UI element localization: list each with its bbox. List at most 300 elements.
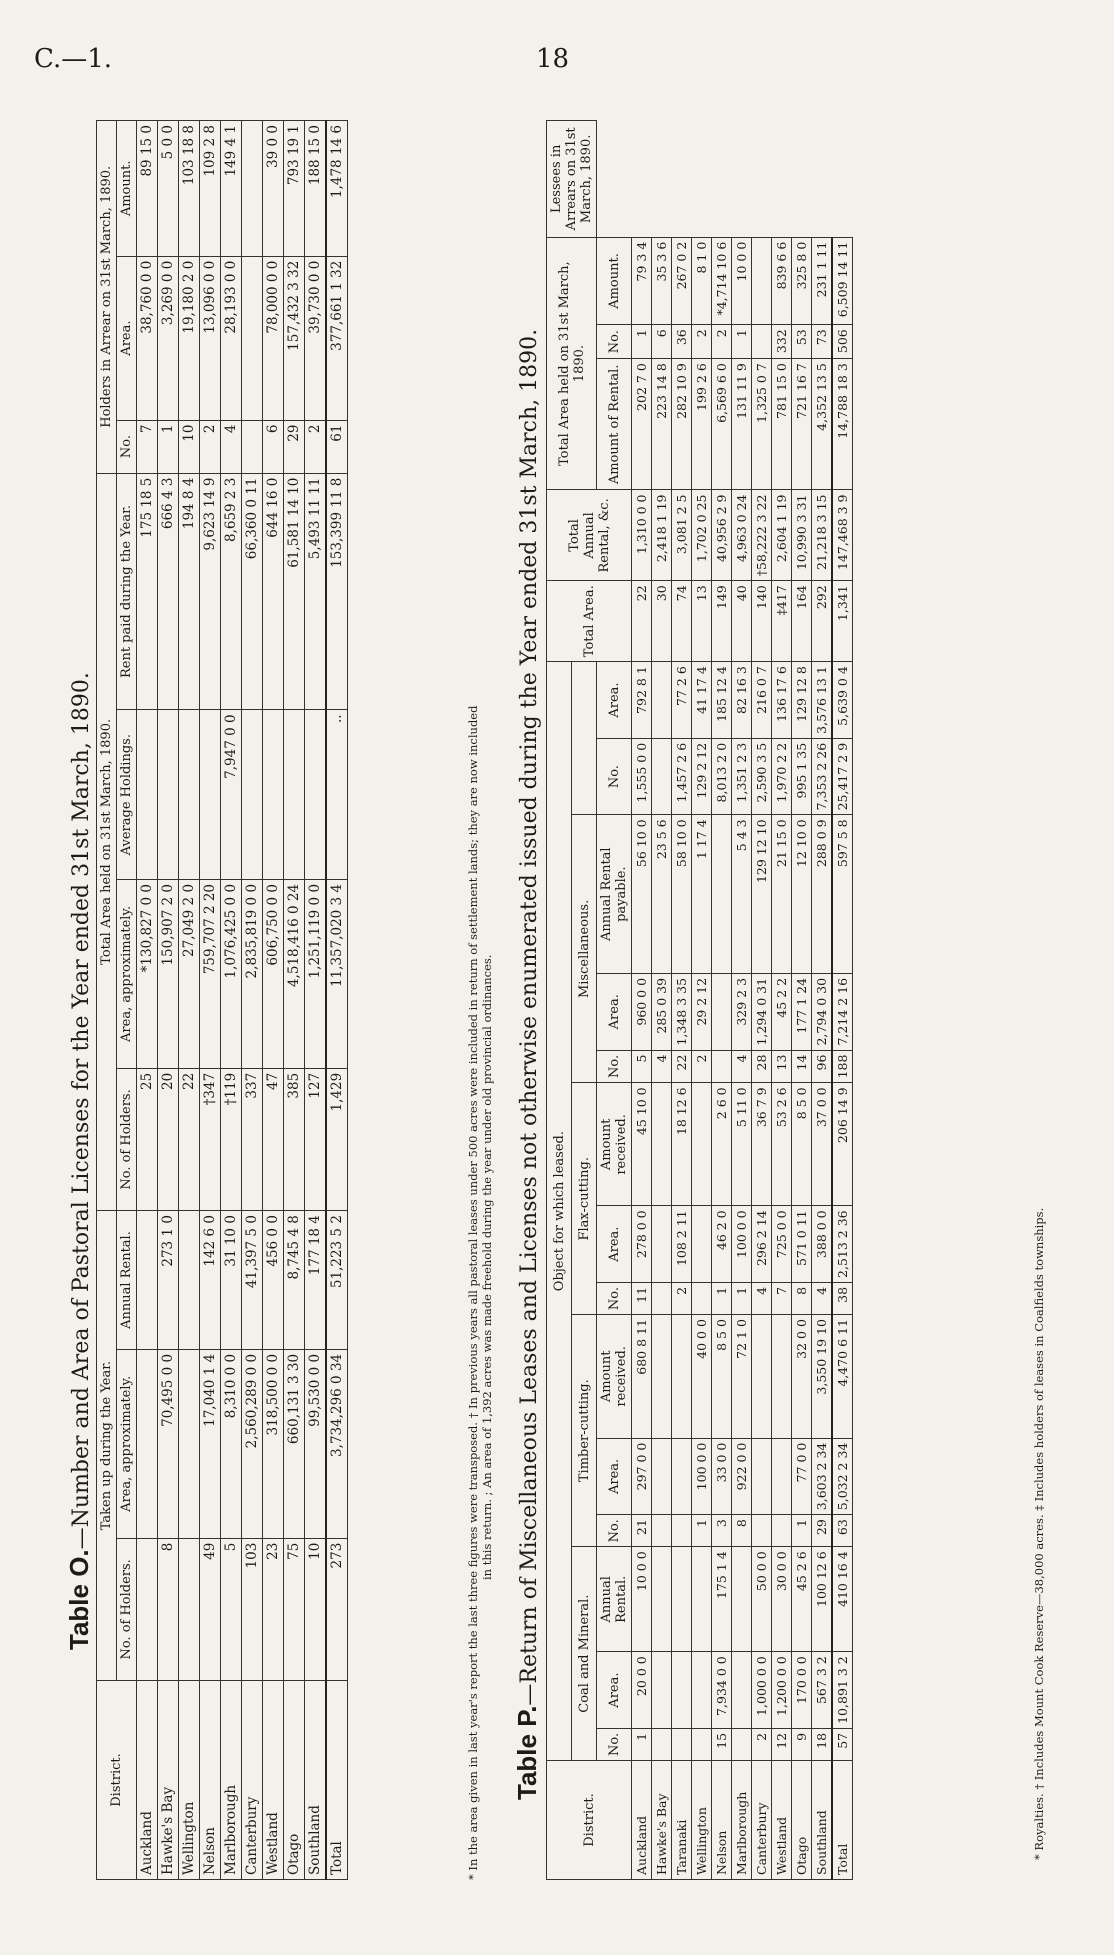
o-cell-th-no: 47: [263, 1068, 284, 1210]
p-row: [792, 121, 812, 1880]
p-col-held-no: No.: [597, 738, 632, 815]
p-row: [672, 121, 692, 1880]
p-cell-t-amt: [652, 1315, 672, 1439]
p-cell-f-amt: [692, 1083, 712, 1206]
p-cell-t-area: 5,032 2 34: [832, 1438, 853, 1515]
col-ar-area: Area.: [117, 256, 137, 420]
p-cell-t-area: [652, 1438, 672, 1515]
o-cell-tu-rental: [137, 1211, 158, 1350]
p-cell-m-no: 188: [832, 1050, 853, 1083]
p-cell-m-no: 96: [812, 1050, 833, 1083]
p-cell-t-amt: 680 8 11: [632, 1315, 652, 1439]
p-cell-c-area: 170 0 0: [792, 1652, 812, 1729]
o-cell-avg: [263, 710, 284, 880]
p-col-coal-rental: Annual Rental.: [597, 1547, 632, 1652]
o-cell-tu-rental: 8,745 4 8: [284, 1211, 305, 1350]
p-cell-m-no: 4: [732, 1050, 752, 1083]
p-col-misc-no: No.: [597, 1050, 632, 1083]
p-cell-f-amt: 53 2 6: [772, 1083, 792, 1206]
o-cell-ar-area: 28,193 0 0: [221, 256, 242, 420]
p-cell-f-area: 296 2 14: [752, 1206, 772, 1283]
o-cell-th-area: 1,251,119 0 0: [305, 879, 327, 1068]
o-cell-ar-no: 2: [305, 420, 327, 473]
o-cell-th-area: 11,357,020 3 4: [326, 879, 348, 1068]
p-cell-m-no: 13: [772, 1050, 792, 1083]
p-cell-m-area: 45 2 2: [772, 973, 792, 1050]
p-row: [632, 121, 652, 1880]
o-cell-tu-area: 17,040 1 4: [200, 1349, 221, 1538]
p-col-total-area: Total Area.: [547, 581, 632, 662]
p-cell-a-amt: *4,714 10 6: [712, 237, 732, 325]
p-cell-t-no: 3: [712, 1515, 732, 1547]
p-cell-f-amt: 5 11 0: [732, 1083, 752, 1206]
p-cell-m-no: 22: [672, 1050, 692, 1083]
p-cell-t-amt: [772, 1315, 792, 1439]
p-cell-tot-rent: 136 17 6: [772, 662, 792, 739]
o-cell-rent: 194 8 4: [179, 473, 200, 710]
p-cell-a-no: 2: [712, 325, 732, 359]
table-p-body: [632, 121, 853, 1880]
p-cell-t-area: [752, 1438, 772, 1515]
o-cell-th-no: 127: [305, 1068, 327, 1210]
p-cell-m-area: 29 2 12: [692, 973, 712, 1050]
p-col-flax-no: No.: [597, 1282, 632, 1314]
p-cell-t-no: 1: [692, 1515, 712, 1547]
p-cell-m-rent: 288 0 9: [812, 815, 833, 974]
p-cell-m-rent: 56 10 0: [632, 815, 652, 974]
p-col-coal-no: No.: [597, 1728, 632, 1760]
p-cell-tot-area: 1,555 0 0: [632, 738, 652, 815]
o-cell-ar-area: [242, 256, 263, 420]
p-cell-a-no: 1: [732, 325, 752, 359]
p-cell-m-no: [712, 1050, 732, 1083]
p-cell-h-rent: 282 10 9: [672, 359, 692, 490]
p-cell-t-area: 297 0 0: [632, 1438, 652, 1515]
p-cell-c-rent: [652, 1547, 672, 1652]
p-cell-m-rent: 23 5 6: [652, 815, 672, 974]
o-row: [305, 121, 327, 1880]
col-th-area: Area, approximately.: [117, 879, 137, 1068]
p-cell-t-amt: [672, 1315, 692, 1439]
table-o-title-text: —Number and Area of Pastoral Licenses for the Year ended 31st March, 1890.: [69, 672, 94, 1550]
p-cell-h-area: †58,222 3 22: [752, 490, 772, 581]
o-cell-ar-no: 6: [263, 420, 284, 473]
col-holders-arrear: Holders in Arrear on 31st March, 1890.: [97, 121, 117, 474]
o-cell-avg: [137, 710, 158, 880]
col-th-no-holders: No. of Holders.: [117, 1068, 137, 1210]
p-cell-tot-area: 1,970 2 2: [772, 738, 792, 815]
p-cell-f-no: [692, 1282, 712, 1314]
p-cell-tot-area: 25,417 2 9: [832, 738, 853, 815]
p-cell-c-no: 9: [792, 1728, 812, 1760]
table-o-footnote-2: in this return. ; An area of 1,392 acres was made freehold during the year under old provincial ordinances.: [480, 954, 494, 1580]
o-row: [242, 121, 263, 1880]
p-cell-c-no: [692, 1728, 712, 1760]
p-cell-a-no: [752, 325, 772, 359]
p-cell-h-area: 40,956 2 9: [712, 490, 732, 581]
p-cell-m-rent: 597 5 8: [832, 815, 853, 974]
o-cell-district: Southland: [305, 1681, 327, 1880]
p-cell-h-rent: 199 2 6: [692, 359, 712, 490]
o-cell-tu-area: [137, 1349, 158, 1538]
p-cell-f-no: 2: [672, 1282, 692, 1314]
p-cell-t-area: 922 0 0: [732, 1438, 752, 1515]
p-cell-t-area: [672, 1438, 692, 1515]
p-cell-c-rent: [692, 1547, 712, 1652]
p-cell-h-area: 3,081 2 5: [672, 490, 692, 581]
p-cell-f-area: 571 0 11: [792, 1206, 812, 1283]
p-col-misc-rental: Annual Rental payable.: [597, 815, 632, 974]
p-cell-f-area: 725 0 0: [772, 1206, 792, 1283]
p-cell-h-area: 2,604 1 19: [772, 490, 792, 581]
p-cell-h-rent: 1,325 0 7: [752, 359, 772, 490]
p-cell-tot-rent: 3,576 13 1: [812, 662, 833, 739]
p-cell-a-amt: 839 6 6: [772, 237, 792, 325]
o-total-row: [326, 121, 348, 1880]
p-cell-c-no: 2: [752, 1728, 772, 1760]
p-cell-h-rent: 223 14 8: [652, 359, 672, 490]
p-cell-c-rent: 10 0 0: [632, 1547, 652, 1652]
p-cell-c-area: 567 3 2: [812, 1652, 833, 1729]
p-cell-c-rent: 50 0 0: [752, 1547, 772, 1652]
o-cell-th-no: 22: [179, 1068, 200, 1210]
p-cell-m-area: 960 0 0: [632, 973, 652, 1050]
p-cell-h-area: 147,468 3 9: [832, 490, 853, 581]
p-col-timber-no: No.: [597, 1515, 632, 1547]
o-cell-avg: [305, 710, 327, 880]
o-cell-district: Total: [326, 1681, 348, 1880]
p-cell-h-no: 30: [652, 581, 672, 662]
o-cell-rent: 153,399 11 8: [326, 473, 348, 710]
p-cell-f-amt: 8 5 0: [792, 1083, 812, 1206]
col-total-area-held: Total Area held on 31st March, 1890.: [97, 473, 117, 1211]
o-cell-th-area: *130,827 0 0: [137, 879, 158, 1068]
p-cell-c-no: [672, 1728, 692, 1760]
o-cell-tu-area: 2,560,289 0 0: [242, 1349, 263, 1538]
report-reference: C.—1.: [34, 44, 113, 74]
p-cell-f-no: 7: [772, 1282, 792, 1314]
p-cell-m-rent: [712, 815, 732, 974]
o-cell-th-area: 1,076,425 0 0: [221, 879, 242, 1068]
p-cell-c-no: [732, 1728, 752, 1760]
p-cell-m-rent: 12 10 0: [792, 815, 812, 974]
p-cell-m-no: 2: [692, 1050, 712, 1083]
o-cell-tu-no: 5: [221, 1538, 242, 1680]
p-cell-district: Hawke's Bay: [652, 1761, 672, 1880]
p-cell-t-no: 29: [812, 1515, 833, 1547]
p-cell-h-area: 21,218 3 15: [812, 490, 833, 581]
o-cell-district: Wellington: [179, 1681, 200, 1880]
p-cell-c-no: 57: [832, 1728, 853, 1760]
p-cell-f-no: 1: [732, 1282, 752, 1314]
p-cell-f-no: 38: [832, 1282, 853, 1314]
p-row: [752, 121, 772, 1880]
o-cell-ar-area: 39,730 0 0: [305, 256, 327, 420]
p-col-held: Total Area held on 31st March, 1890.: [547, 237, 597, 490]
o-cell-tu-rental: 142 6 0: [200, 1211, 221, 1350]
p-col-held-rental: Amount of Rental.: [597, 359, 632, 490]
o-cell-tu-area: 70,495 0 0: [158, 1349, 179, 1538]
p-cell-a-no: 332: [772, 325, 792, 359]
o-cell-th-no: 25: [137, 1068, 158, 1210]
o-cell-rent: 666 4 3: [158, 473, 179, 710]
o-cell-ar-amount: 188 15 0: [305, 121, 327, 257]
p-cell-m-area: 177 1 24: [792, 973, 812, 1050]
o-cell-th-area: 759,707 2 20: [200, 879, 221, 1068]
p-cell-m-rent: 129 12 10: [752, 815, 772, 974]
p-cell-h-rent: 131 11 9: [732, 359, 752, 490]
p-col-timber: Timber-cutting.: [572, 1315, 597, 1547]
o-cell-ar-no: 2: [200, 420, 221, 473]
p-cell-f-area: 2,513 2 36: [832, 1206, 853, 1283]
table-p-footnote: * Royalties. † Includes Mount Cook Reserve—38,000 acres. ‡ Includes holders of leases in Coalfields townships.: [1032, 1207, 1046, 1860]
p-cell-m-area: [712, 973, 732, 1050]
o-cell-tu-rental: 41,397 5 0: [242, 1211, 263, 1350]
p-cell-f-area: 108 2 11: [672, 1206, 692, 1283]
p-cell-t-no: [652, 1515, 672, 1547]
p-cell-a-amt: 231 1 11: [812, 237, 833, 325]
o-cell-tu-area: 8,310 0 0: [221, 1349, 242, 1538]
p-cell-t-amt: 4,470 6 11: [832, 1315, 853, 1439]
p-cell-c-no: 1: [632, 1728, 652, 1760]
p-cell-district: Auckland: [632, 1761, 652, 1880]
o-cell-avg: [242, 710, 263, 880]
o-cell-ar-area: 38,760 0 0: [137, 256, 158, 420]
p-cell-h-rent: 721 16 7: [792, 359, 812, 490]
p-cell-f-amt: [652, 1083, 672, 1206]
o-cell-rent: 8,659 2 3: [221, 473, 242, 710]
p-cell-a-amt: 8 1 0: [692, 237, 712, 325]
o-cell-th-area: 2,835,819 0 0: [242, 879, 263, 1068]
o-cell-district: Marlborough: [221, 1681, 242, 1880]
p-cell-t-amt: 8 5 0: [712, 1315, 732, 1439]
o-cell-ar-area: 78,000 0 0: [263, 256, 284, 420]
p-cell-f-area: 100 0 0: [732, 1206, 752, 1283]
o-row: [158, 121, 179, 1880]
o-cell-ar-amount: 109 2 8: [200, 121, 221, 257]
o-cell-th-no: 1,429: [326, 1068, 348, 1210]
o-cell-avg: [284, 710, 305, 880]
o-cell-rent: 175 18 5: [137, 473, 158, 710]
p-cell-a-no: 36: [672, 325, 692, 359]
p-row: [712, 121, 732, 1880]
o-row: [221, 121, 242, 1880]
p-row: [652, 121, 672, 1880]
p-cell-a-amt: 35 3 6: [652, 237, 672, 325]
p-cell-h-rent: 202 7 0: [632, 359, 652, 490]
p-cell-c-rent: 175 1 4: [712, 1547, 732, 1652]
o-cell-ar-no: 29: [284, 420, 305, 473]
o-cell-ar-amount: 149 4 1: [221, 121, 242, 257]
p-cell-t-amt: [752, 1315, 772, 1439]
o-cell-rent: 66,360 0 11: [242, 473, 263, 710]
p-cell-m-no: 4: [652, 1050, 672, 1083]
p-cell-t-no: 63: [832, 1515, 853, 1547]
table-o-footnotes: [466, 706, 494, 1880]
p-cell-t-no: [672, 1515, 692, 1547]
p-cell-tot-area: [652, 738, 672, 815]
p-cell-h-no: 140: [752, 581, 772, 662]
o-row: [263, 121, 284, 1880]
p-row: [732, 121, 752, 1880]
p-cell-tot-rent: 41 17 4: [692, 662, 712, 739]
p-cell-t-amt: 40 0 0: [692, 1315, 712, 1439]
p-cell-c-area: [692, 1652, 712, 1729]
o-cell-tu-no: [179, 1538, 200, 1680]
o-cell-ar-area: 19,180 2 0: [179, 256, 200, 420]
o-cell-ar-amount: 39 0 0: [263, 121, 284, 257]
p-cell-m-rent: 21 15 0: [772, 815, 792, 974]
p-cell-t-no: [772, 1515, 792, 1547]
table-p: [546, 120, 853, 1880]
p-cell-h-area: 2,418 1 19: [652, 490, 672, 581]
p-cell-a-no: 73: [812, 325, 833, 359]
p-cell-c-rent: 100 12 6: [812, 1547, 833, 1652]
o-cell-tu-no: 103: [242, 1538, 263, 1680]
p-cell-a-amt: 79 3 4: [632, 237, 652, 325]
p-col-flax: Flax-cutting.: [572, 1083, 597, 1315]
o-cell-ar-no: 1: [158, 420, 179, 473]
p-cell-tot-rent: 792 8 1: [632, 662, 652, 739]
p-cell-h-no: ‡417: [772, 581, 792, 662]
o-cell-ar-no: 7: [137, 420, 158, 473]
o-cell-th-no: 337: [242, 1068, 263, 1210]
p-cell-f-no: 1: [712, 1282, 732, 1314]
p-col-timber-amount: Amount received.: [597, 1315, 632, 1439]
p-cell-c-no: [652, 1728, 672, 1760]
p-cell-h-no: 22: [632, 581, 652, 662]
o-cell-ar-no: 4: [221, 420, 242, 473]
col-tu-rental: Annual Rental.: [117, 1211, 137, 1350]
o-cell-th-no: 20: [158, 1068, 179, 1210]
p-cell-c-area: 1,000 0 0: [752, 1652, 772, 1729]
o-cell-rent: 61,581 14 10: [284, 473, 305, 710]
p-col-arrears-no: No.: [597, 325, 632, 359]
o-cell-ar-no: 61: [326, 420, 348, 473]
o-cell-rent: 9,623 14 9: [200, 473, 221, 710]
p-cell-district: Marlborough: [732, 1761, 752, 1880]
p-cell-tot-area: 1,351 2 3: [732, 738, 752, 815]
o-cell-tu-no: 10: [305, 1538, 327, 1680]
o-cell-district: Hawke's Bay: [158, 1681, 179, 1880]
p-cell-f-no: 4: [752, 1282, 772, 1314]
p-row: [772, 121, 792, 1880]
col-taken-up: Taken up during the Year.: [97, 1211, 117, 1681]
p-cell-c-area: 10,891 3 2: [832, 1652, 853, 1729]
p-cell-district: Southland: [812, 1761, 833, 1880]
o-cell-ar-amount: 1,478 14 6: [326, 121, 348, 257]
o-cell-th-area: 606,750 0 0: [263, 879, 284, 1068]
p-cell-h-area: 10,990 3 31: [792, 490, 812, 581]
p-col-misc-area: Area.: [597, 973, 632, 1050]
p-cell-a-amt: 6,509 14 11: [832, 237, 853, 325]
p-cell-f-area: [692, 1206, 712, 1283]
p-cell-h-rent: 4,352 13 5: [812, 359, 833, 490]
p-cell-c-area: [652, 1652, 672, 1729]
o-cell-tu-no: [137, 1538, 158, 1680]
p-cell-m-no: 28: [752, 1050, 772, 1083]
p-cell-f-amt: 36 7 9: [752, 1083, 772, 1206]
p-cell-c-area: [672, 1652, 692, 1729]
p-cell-h-area: 1,702 0 25: [692, 490, 712, 581]
p-cell-t-area: 100 0 0: [692, 1438, 712, 1515]
p-cell-tot-area: 129 2 12: [692, 738, 712, 815]
o-cell-district: Nelson: [200, 1681, 221, 1880]
p-cell-m-rent: 1 17 4: [692, 815, 712, 974]
p-cell-tot-rent: 82 16 3: [732, 662, 752, 739]
p-cell-c-rent: 30 0 0: [772, 1547, 792, 1652]
p-cell-f-amt: 206 14 9: [832, 1083, 853, 1206]
p-col-arrears-amount: Amount.: [597, 237, 632, 325]
p-cell-tot-rent: 129 12 8: [792, 662, 812, 739]
p-cell-m-rent: 5 4 3: [732, 815, 752, 974]
o-cell-tu-rental: [179, 1211, 200, 1350]
p-cell-a-no: 6: [652, 325, 672, 359]
p-col-timber-area: Area.: [597, 1438, 632, 1515]
o-cell-tu-no: 23: [263, 1538, 284, 1680]
p-cell-t-no: [752, 1515, 772, 1547]
o-cell-tu-rental: 51,223 5 2: [326, 1211, 348, 1350]
o-cell-th-area: 27,049 2 0: [179, 879, 200, 1068]
table-o-body: [137, 121, 348, 1880]
p-row: [692, 121, 712, 1880]
p-cell-tot-area: 2,590 3 5: [752, 738, 772, 815]
p-cell-tot-rent: [652, 662, 672, 739]
o-cell-tu-no: 75: [284, 1538, 305, 1680]
o-cell-ar-area: 13,096 0 0: [200, 256, 221, 420]
p-cell-tot-rent: 185 12 4: [712, 662, 732, 739]
p-cell-tot-area: 7,353 2 26: [812, 738, 833, 815]
p-col-flax-area: Area.: [597, 1206, 632, 1283]
o-cell-avg: [158, 710, 179, 880]
p-cell-t-area: [772, 1438, 792, 1515]
p-cell-f-area: 46 2 0: [712, 1206, 732, 1283]
o-cell-tu-no: 49: [200, 1538, 221, 1680]
p-cell-f-amt: 18 12 6: [672, 1083, 692, 1206]
o-cell-rent: 644 16 0: [263, 473, 284, 710]
o-cell-district: Otago: [284, 1681, 305, 1880]
o-row: [200, 121, 221, 1880]
p-col-held-area: Area.: [597, 662, 632, 739]
table-o-label: Table O.: [64, 1549, 94, 1650]
p-cell-h-rent: 781 15 0: [772, 359, 792, 490]
p-cell-h-no: 13: [692, 581, 712, 662]
p-cell-a-amt: 267 0 2: [672, 237, 692, 325]
rotated-content: [60, 90, 1060, 1890]
p-cell-a-amt: 325 8 0: [792, 237, 812, 325]
p-cell-f-amt: 2 6 0: [712, 1083, 732, 1206]
o-cell-avg: ..: [326, 710, 348, 880]
p-cell-c-rent: [672, 1547, 692, 1652]
p-cell-tot-rent: 5,639 0 4: [832, 662, 853, 739]
col-tu-area: Area, approximately.: [117, 1349, 137, 1538]
o-cell-tu-rental: 273 1 0: [158, 1211, 179, 1350]
p-col-district: District.: [547, 1761, 632, 1880]
p-cell-t-no: 21: [632, 1515, 652, 1547]
col-ar-no: No.: [117, 420, 137, 473]
o-cell-ar-amount: 103 18 8: [179, 121, 200, 257]
o-cell-ar-amount: [242, 121, 263, 257]
p-cell-f-amt: 45 10 0: [632, 1083, 652, 1206]
o-row: [179, 121, 200, 1880]
p-cell-h-no: 292: [812, 581, 833, 662]
o-cell-ar-amount: 5 0 0: [158, 121, 179, 257]
p-cell-h-rent: 14,788 18 3: [832, 359, 853, 490]
p-col-coal: Coal and Mineral.: [572, 1547, 597, 1761]
p-col-flax-amount: Amount received.: [597, 1083, 632, 1206]
o-row: [284, 121, 305, 1880]
o-cell-tu-rental: 31 10 0: [221, 1211, 242, 1350]
